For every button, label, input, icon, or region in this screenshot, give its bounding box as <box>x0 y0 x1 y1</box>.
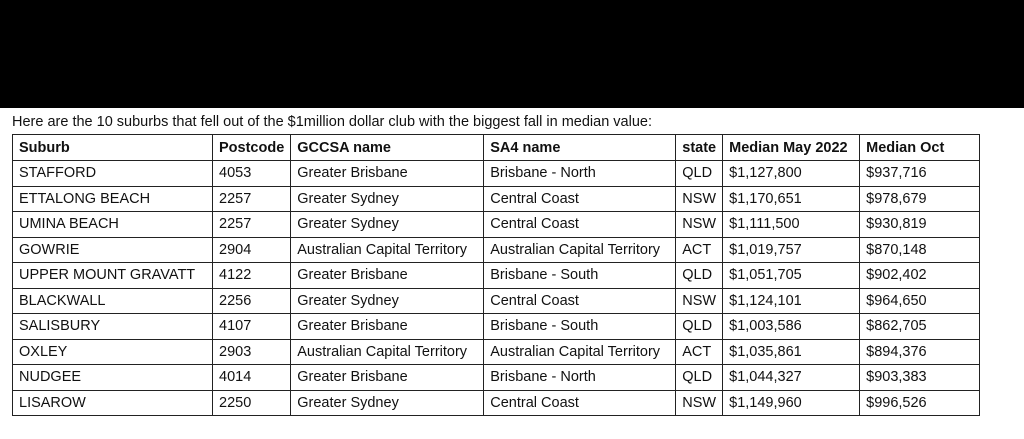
table-row <box>13 186 980 212</box>
sa4-name-cell: Australian Capital Territory <box>484 339 676 365</box>
postcode-cell: 4122 <box>213 263 291 289</box>
gccsa-name-cell: Greater Brisbane <box>291 365 484 391</box>
postcode-cell: 4053 <box>213 161 291 187</box>
gccsa-name-cell: Greater Sydney <box>291 186 484 212</box>
suburb-cell: UPPER MOUNT GRAVATT <box>13 263 213 289</box>
state-cell: NSW <box>676 212 723 238</box>
median-may-2022-cell: $1,149,960 <box>723 390 860 416</box>
gccsa-name-cell: Australian Capital Territory <box>291 237 484 263</box>
table-row <box>13 263 980 289</box>
suburb-cell: LISAROW <box>13 390 213 416</box>
median-oct-cell: $978,679 <box>860 186 980 212</box>
header-suburb: Suburb <box>13 135 213 161</box>
state-cell: NSW <box>676 186 723 212</box>
median-may-2022-cell: $1,124,101 <box>723 288 860 314</box>
suburb-cell: OXLEY <box>13 339 213 365</box>
state-cell: NSW <box>676 288 723 314</box>
sa4-name-cell: Australian Capital Territory <box>484 237 676 263</box>
median-oct-cell: $937,716 <box>860 161 980 187</box>
suburb-cell: GOWRIE <box>13 237 213 263</box>
gccsa-name-cell: Greater Sydney <box>291 212 484 238</box>
table-row <box>13 365 980 391</box>
document-area <box>0 108 1024 439</box>
sa4-name-cell: Central Coast <box>484 288 676 314</box>
postcode-cell: 2250 <box>213 390 291 416</box>
black-top-band <box>0 0 1024 108</box>
median-may-2022-cell: $1,019,757 <box>723 237 860 263</box>
postcode-cell: 2904 <box>213 237 291 263</box>
table-header-row <box>13 135 980 161</box>
median-may-2022-cell: $1,044,327 <box>723 365 860 391</box>
median-may-2022-cell: $1,003,586 <box>723 314 860 340</box>
median-oct-cell: $862,705 <box>860 314 980 340</box>
header-gccsa-name: GCCSA name <box>291 135 484 161</box>
suburb-cell: SALISBURY <box>13 314 213 340</box>
table-row <box>13 339 980 365</box>
suburb-cell: ETTALONG BEACH <box>13 186 213 212</box>
suburb-cell: UMINA BEACH <box>13 212 213 238</box>
state-cell: QLD <box>676 161 723 187</box>
gccsa-name-cell: Greater Brisbane <box>291 161 484 187</box>
gccsa-name-cell: Greater Sydney <box>291 390 484 416</box>
postcode-cell: 2257 <box>213 212 291 238</box>
sa4-name-cell: Central Coast <box>484 186 676 212</box>
table-row <box>13 212 980 238</box>
sa4-name-cell: Brisbane - North <box>484 365 676 391</box>
sa4-name-cell: Central Coast <box>484 390 676 416</box>
state-cell: ACT <box>676 339 723 365</box>
suburb-cell: NUDGEE <box>13 365 213 391</box>
suburbs-table <box>12 134 980 416</box>
median-oct-cell: $964,650 <box>860 288 980 314</box>
median-may-2022-cell: $1,111,500 <box>723 212 860 238</box>
median-oct-cell: $870,148 <box>860 237 980 263</box>
header-postcode: Postcode <box>213 135 291 161</box>
header-state: state <box>676 135 723 161</box>
gccsa-name-cell: Greater Brisbane <box>291 263 484 289</box>
suburb-cell: BLACKWALL <box>13 288 213 314</box>
postcode-cell: 2903 <box>213 339 291 365</box>
state-cell: QLD <box>676 263 723 289</box>
median-may-2022-cell: $1,170,651 <box>723 186 860 212</box>
state-cell: QLD <box>676 365 723 391</box>
median-may-2022-cell: $1,051,705 <box>723 263 860 289</box>
median-oct-cell: $894,376 <box>860 339 980 365</box>
sa4-name-cell: Brisbane - North <box>484 161 676 187</box>
state-cell: NSW <box>676 390 723 416</box>
median-oct-cell: $903,383 <box>860 365 980 391</box>
postcode-cell: 2257 <box>213 186 291 212</box>
gccsa-name-cell: Greater Sydney <box>291 288 484 314</box>
sa4-name-cell: Central Coast <box>484 212 676 238</box>
state-cell: QLD <box>676 314 723 340</box>
table-row <box>13 390 980 416</box>
median-oct-cell: $930,819 <box>860 212 980 238</box>
postcode-cell: 4014 <box>213 365 291 391</box>
median-oct-cell: $996,526 <box>860 390 980 416</box>
postcode-cell: 4107 <box>213 314 291 340</box>
table-row <box>13 288 980 314</box>
gccsa-name-cell: Australian Capital Territory <box>291 339 484 365</box>
table-row <box>13 161 980 187</box>
suburb-cell: STAFFORD <box>13 161 213 187</box>
sa4-name-cell: Brisbane - South <box>484 314 676 340</box>
table-row <box>13 314 980 340</box>
state-cell: ACT <box>676 237 723 263</box>
sa4-name-cell: Brisbane - South <box>484 263 676 289</box>
header-sa4-name: SA4 name <box>484 135 676 161</box>
postcode-cell: 2256 <box>213 288 291 314</box>
median-may-2022-cell: $1,035,861 <box>723 339 860 365</box>
gccsa-name-cell: Greater Brisbane <box>291 314 484 340</box>
header-median-oct: Median Oct <box>860 135 980 161</box>
table-caption: Here are the 10 suburbs that fell out of the $1million dollar club with the biggest fall in median value: <box>12 114 652 130</box>
table-row <box>13 237 980 263</box>
median-may-2022-cell: $1,127,800 <box>723 161 860 187</box>
header-median-may-2022: Median May 2022 <box>723 135 860 161</box>
median-oct-cell: $902,402 <box>860 263 980 289</box>
